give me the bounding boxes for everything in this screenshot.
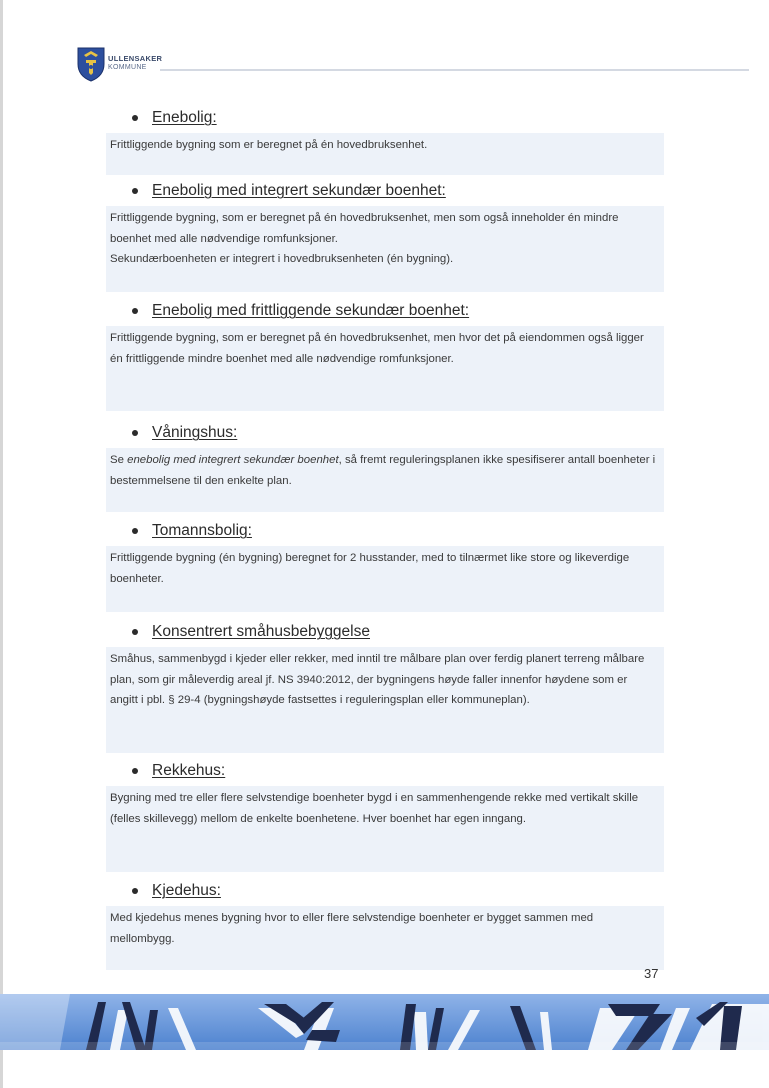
section-heading-text: Konsentrert småhusbebyggelse [152,623,370,640]
section-heading-text: Enebolig: [152,109,217,126]
municipality-crest-icon [76,46,106,82]
section-heading-text: Rekkehus: [152,762,226,779]
bullet-icon [132,308,138,314]
organization-name [108,54,162,72]
definition-box [106,906,664,970]
definition-tomannsbolig [106,516,664,612]
definition-enebolig [106,103,664,175]
section-heading-text: Våningshus: [152,424,238,441]
section-heading [106,296,664,326]
definition-text: Bygning med tre eller flere selvstendige boenheter bygd i en sammenhengende rekke med vertikalt skille (felles skillevegg) mellom de enkelte boenhetene. Hver boenhet har egen inngang. [110,792,639,825]
section-heading [106,418,664,448]
definition-box [106,133,664,175]
page-edge-line [0,0,3,1088]
section-heading-text: Kjedehus: [152,882,221,899]
bullet-icon [132,629,138,635]
section-heading [106,617,664,647]
definition-konsentrert [106,617,664,753]
org-name-line1: ULLENSAKER [108,54,163,63]
bullet-icon [132,430,138,436]
section-heading [106,756,664,786]
footer-graphic-band [0,994,769,1050]
definition-box [106,647,664,753]
section-heading [106,516,664,546]
definition-box [106,546,664,612]
definition-box [106,448,664,512]
bullet-icon [132,115,138,121]
section-heading [106,176,664,206]
definition-text: Frittliggende bygning, som er beregnet på én hovedbruksenhet, men som også inneholder én mindre boenhet med alle nødvendige romfunksjoner. [110,212,619,245]
bullet-icon [132,888,138,894]
letterhead [76,44,749,80]
bullet-icon [132,768,138,774]
definition-enebolig-integrert [106,176,664,292]
bullet-icon [132,188,138,194]
definition-text: Frittliggende bygning, som er beregnet på én hovedbruksenhet, men hvor det på eiendommen også ligger én frittliggende mindre boenhet med alle nødvendige romfunksjoner. [110,332,644,365]
text-suffix: , så fremt reguleringsplanen ikke spesifiserer antall boenheter i bestemmelsene til den enkelte plan. [110,454,656,487]
org-name-line2: KOMMUNE [108,64,147,71]
definition-text: Frittliggende bygning (én bygning) beregnet for 2 husstander, med to tilnærmet like store og likeverdige boenheter. [110,552,630,585]
section-heading-text: Enebolig med frittliggende sekundær boenhet: [152,302,470,319]
text-prefix: Se [110,454,128,466]
definition-box [106,786,664,872]
definition-text: Småhus, sammenbygd i kjeder eller rekker, med inntil tre målbare plan over ferdig planert terreng målbare plan, som gir måleverdig areal jf. NS 3940:2012, der bygningens høyde faller innenfor høydene som er angitt i pbl. § 29-4 (bygningshøyde fastsettes i reguleringsplan eller kommuneplan). [110,653,645,706]
definition-text: Sekundærboenheten er integrert i hovedbruksenheten (én bygning). [110,253,454,265]
definition-enebolig-frittliggende [106,296,664,411]
section-heading-text: Tomannsbolig: [152,522,252,539]
definition-vaningshus [106,418,664,512]
section-heading [106,103,664,133]
section-heading [106,876,664,906]
header-rule [160,69,749,71]
definition-box [106,326,664,411]
definition-text: Med kjedehus menes bygning hvor to eller flere selvstendige boenheter er bygget sammen med mellombygg. [110,912,594,945]
definition-text: Frittliggende bygning som er beregnet på én hovedbruksenhet. [110,139,428,151]
italic-term: enebolig med integrert sekundær boenhet [127,454,339,466]
definition-rekkehus [106,756,664,872]
bullet-icon [132,528,138,534]
definition-kjedehus [106,876,664,970]
definition-text [110,450,658,491]
section-heading-text: Enebolig med integrert sekundær boenhet: [152,182,446,199]
page-number: 37 [644,966,659,981]
definition-box [106,206,664,292]
